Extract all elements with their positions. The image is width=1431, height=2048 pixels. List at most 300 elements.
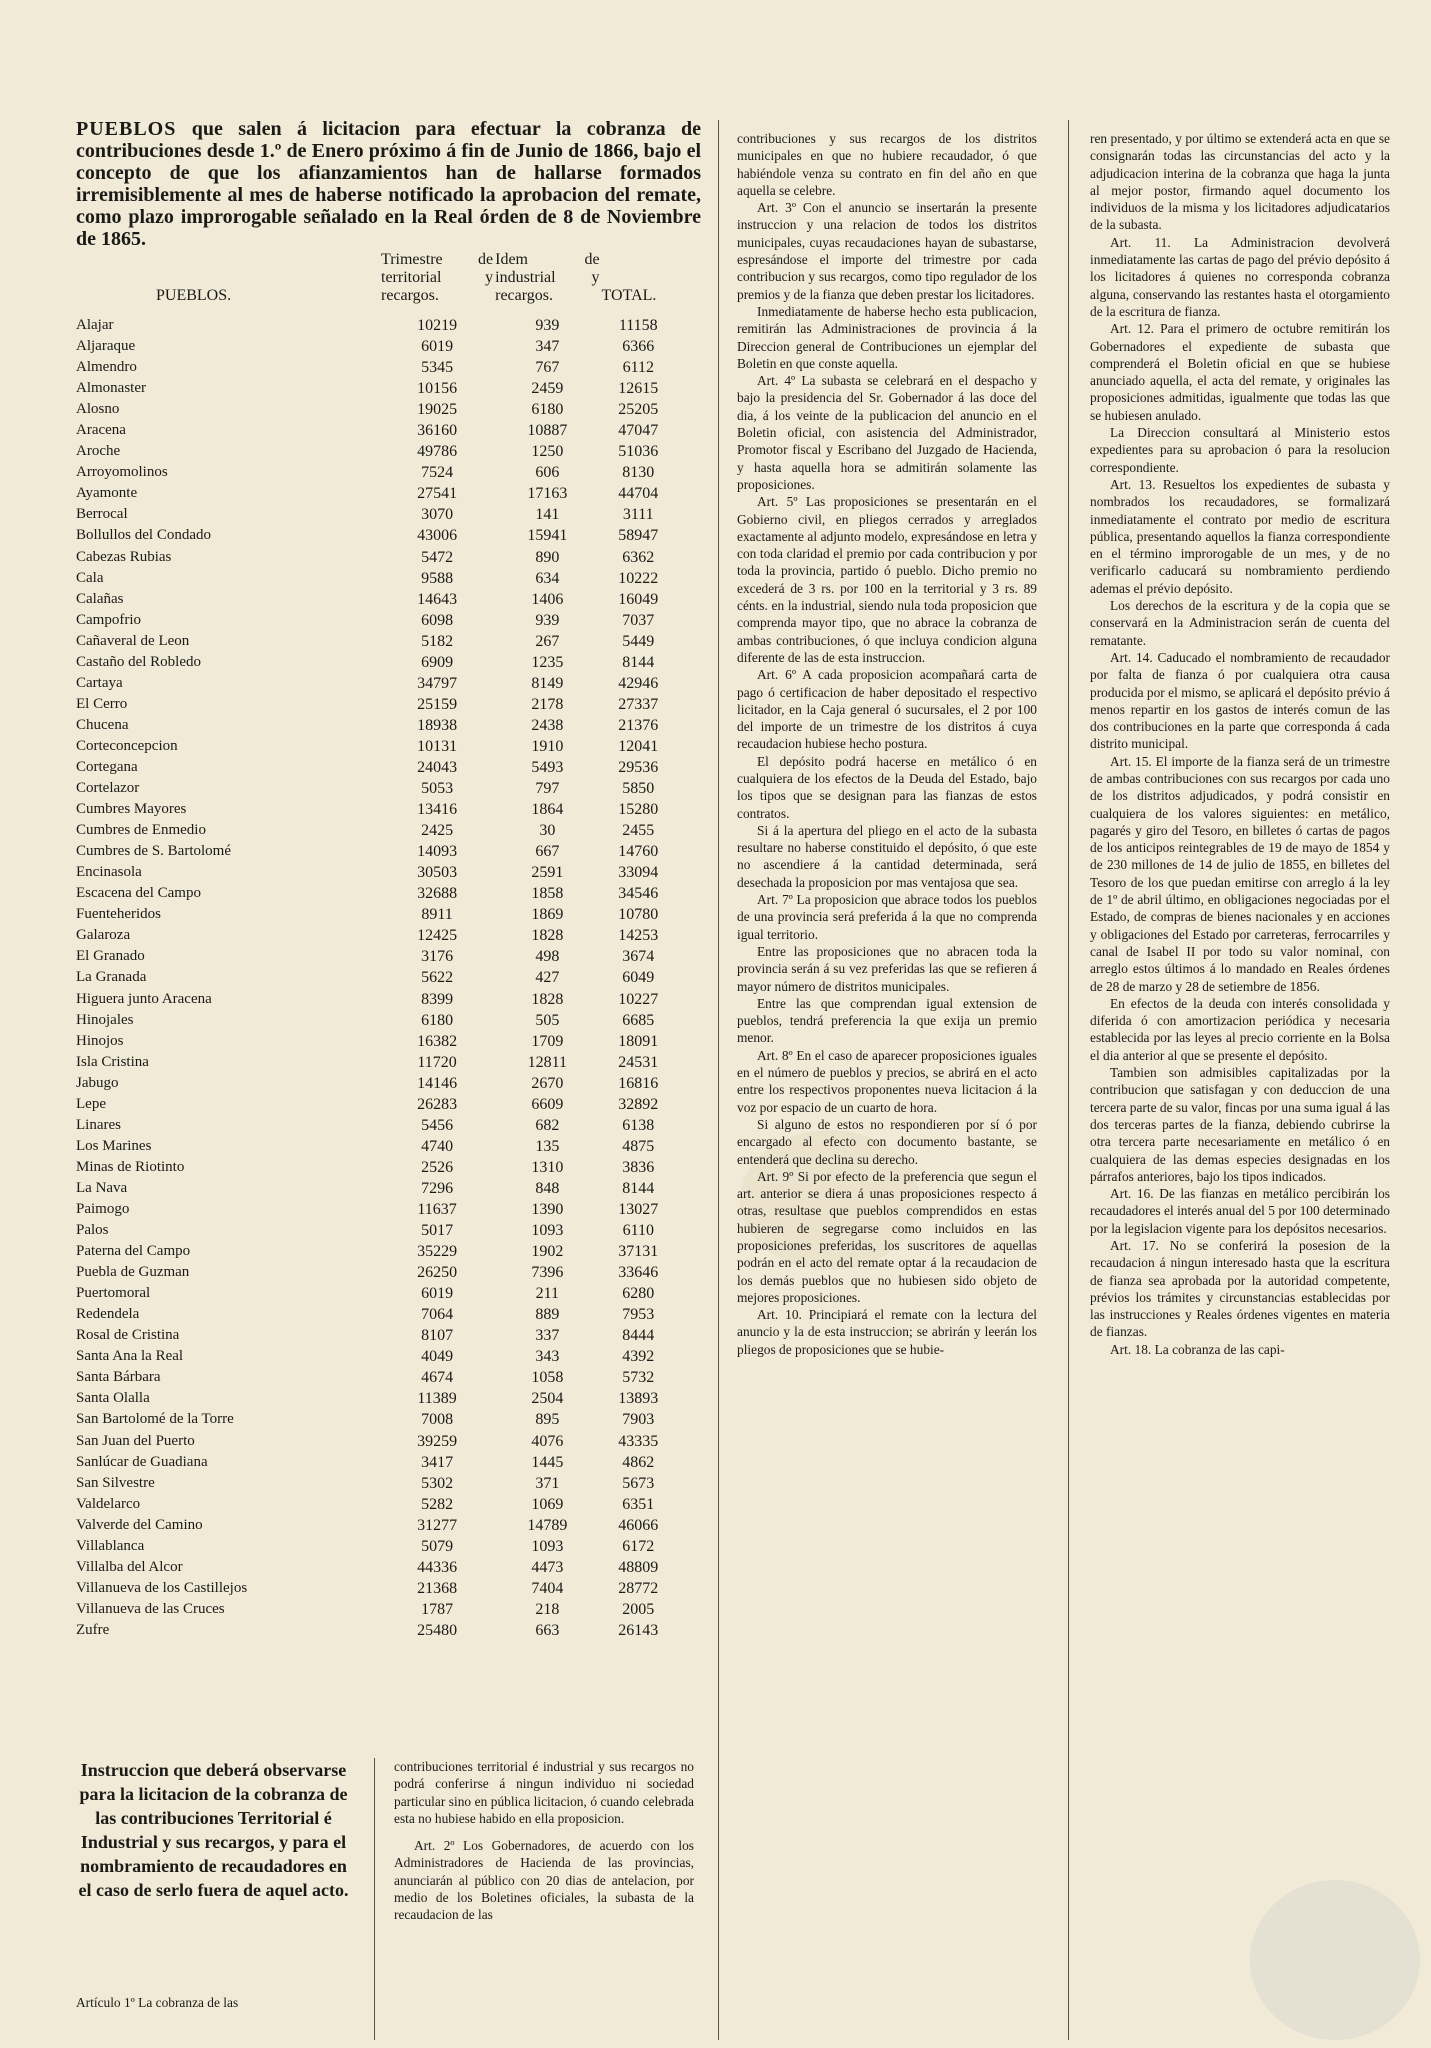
territorial-value: 26283 xyxy=(417,1095,458,1113)
town-name: Sanlúcar de Guadiana xyxy=(76,1453,208,1470)
territorial-value: 35229 xyxy=(417,1243,458,1261)
table-row xyxy=(76,757,676,778)
territorial-value: 6019 xyxy=(421,1285,454,1303)
table-row xyxy=(76,357,676,378)
total-value: 16049 xyxy=(618,590,659,608)
total-value: 6138 xyxy=(622,1116,655,1134)
town-name: El Granado xyxy=(76,948,145,965)
table-row xyxy=(76,1136,676,1157)
territorial-value: 19025 xyxy=(417,401,458,419)
territorial-value: 13416 xyxy=(417,801,458,819)
industrial-value: 267 xyxy=(535,632,560,650)
industrial-value: 17163 xyxy=(527,485,568,503)
town-name: Valdelarco xyxy=(76,1495,141,1512)
territorial-value: 25480 xyxy=(417,1621,458,1639)
town-name: Puebla de Guzman xyxy=(76,1264,190,1281)
industrial-value: 6609 xyxy=(531,1095,564,1113)
industrial-value: 343 xyxy=(535,1348,560,1366)
territorial-value: 11720 xyxy=(417,1053,457,1071)
total-value: 6362 xyxy=(622,548,655,566)
heading-lead: PUEBLOS xyxy=(76,118,177,140)
town-name: Zufre xyxy=(76,1621,110,1638)
industrial-value: 1093 xyxy=(531,1222,564,1240)
total-value: 32892 xyxy=(618,1095,659,1113)
town-name: Palos xyxy=(76,1222,109,1239)
table-row xyxy=(76,589,676,610)
territorial-value: 21368 xyxy=(417,1579,458,1597)
territorial-value: 43006 xyxy=(417,527,458,545)
territorial-value: 3417 xyxy=(421,1453,454,1471)
table-row xyxy=(76,1536,676,1557)
town-name: Puertomoral xyxy=(76,1285,151,1302)
towns-table-body xyxy=(76,315,676,1641)
header-total: TOTAL. xyxy=(601,287,657,304)
total-value: 26143 xyxy=(618,1621,659,1639)
town-name: La Nava xyxy=(76,1179,128,1196)
towns-heading xyxy=(76,118,701,250)
industrial-value: 347 xyxy=(535,338,560,356)
table-row xyxy=(76,862,676,883)
territorial-value: 14093 xyxy=(417,843,458,861)
town-name: El Cerro xyxy=(76,695,128,712)
paragraph: Si alguno de estos no respondieren por sí ó por encargado al efecto con documento bastante, se entenderá que declina su derecho. xyxy=(737,1116,1037,1167)
town-name: Santa Bárbara xyxy=(76,1369,161,1386)
industrial-value: 10887 xyxy=(527,422,568,440)
town-name: Hinojos xyxy=(76,1032,124,1049)
total-value: 4862 xyxy=(622,1453,655,1471)
town-name: San Bartolomé de la Torre xyxy=(76,1411,234,1428)
total-value: 8130 xyxy=(622,464,655,482)
industrial-value: 663 xyxy=(535,1621,560,1639)
territorial-value: 5622 xyxy=(421,969,454,987)
territorial-value: 31277 xyxy=(417,1516,458,1534)
total-value: 4392 xyxy=(622,1348,655,1366)
industrial-value: 1069 xyxy=(531,1495,564,1513)
total-value: 29536 xyxy=(618,759,659,776)
total-value: 7903 xyxy=(622,1411,655,1429)
table-row xyxy=(76,1494,676,1515)
table-row xyxy=(76,799,676,820)
total-value: 47047 xyxy=(618,422,659,440)
table-row xyxy=(76,1409,676,1430)
industrial-value: 1390 xyxy=(531,1200,564,1218)
territorial-value: 25159 xyxy=(417,695,458,713)
table-row xyxy=(76,673,676,694)
total-value: 48809 xyxy=(618,1558,659,1576)
total-value: 13893 xyxy=(618,1390,659,1408)
paragraph: Art. 18. La cobranza de las capi- xyxy=(1110,1341,1285,1357)
table-row xyxy=(76,1157,676,1178)
total-value: 44704 xyxy=(618,485,659,503)
table-row xyxy=(76,1178,676,1199)
table-row xyxy=(76,1199,676,1220)
town-name: Villalba del Alcor xyxy=(76,1558,183,1575)
territorial-value: 6019 xyxy=(421,338,454,356)
territorial-value: 24043 xyxy=(417,759,458,776)
paragraph: ren presentado, y por último se extenderá acta en que se consignarán todas las circunstancias del acto y la adjudicacion interina de la cobranza que haga la junta al mejor postor, firmando aquel documento los individuos de la misma y los licitadores adjudicatarios de la subasta. xyxy=(1090,131,1390,233)
paragraph: Art. 4º La subasta se celebrará en el despacho y bajo la presidencia del Sr. Gobernador á las doce del dia, á los veinte de la publicacion del anuncio en el Boletin oficial, con asistencia del Administrador, Promotor fiscal y Escribano del Juzgado de Hacienda, y hasta aquella hora se admitirán solamente las proposiciones. xyxy=(737,373,1037,492)
total-value: 34546 xyxy=(618,885,659,903)
paragraph: Art. 6º A cada proposicion acompañará carta de pago ó certificacion de haber depositado el respectivo licitador, en la Caja general ó sucursales, el 2 por 100 del importe de un trimestre de los distritos á cuya recaudacion hubiese hecho postura. xyxy=(737,667,1037,752)
table-row xyxy=(76,1599,676,1620)
total-value: 18091 xyxy=(618,1032,659,1050)
total-value: 28772 xyxy=(618,1579,659,1597)
paragraph: Si á la apertura del pliego en el acto de la subasta resultare no haberse constituido el depósito, ó que este no ascendiere á la cantidad determinada, será desechada la proposicion por mas ventajosa que sea. xyxy=(737,822,1037,890)
industrial-value: 371 xyxy=(535,1474,560,1492)
total-value: 6172 xyxy=(622,1537,655,1555)
paragraph: Art. 15. El importe de la fianza será de un trimestre de ambas contribuciones con sus recargos por cada uno de los distritos adjudicados, y podrá consistir en cualquiera de los valores siguientes: en metálico, pagarés y giro del Tesoro, en billetes ó cartas de pagos de los anticipos reintegrables de 19 de mayo de 1854 y de 230 millones de 14 de julio de 1855, en billetes del Tesoro de los que puedan emitirse con arreglo á la ley de 1º de abril último, en obligaciones negociadas por el Estado, de compras de bienes nacionales y en acciones y obligaciones del Estado por carreteras, ferrocarriles y canal de Isabel II por todo su valor nominal, con arreglo estos últimos á lo mandado en Reales órdenes de 28 de marzo y 28 de setiembre de 1856. xyxy=(1090,753,1390,994)
column-divider xyxy=(718,120,719,2040)
total-value: 10780 xyxy=(618,906,659,924)
total-value: 51036 xyxy=(618,443,659,461)
territorial-value: 36160 xyxy=(417,422,458,440)
town-name: Santa Olalla xyxy=(76,1390,150,1407)
territorial-value: 39259 xyxy=(417,1432,458,1450)
territorial-value: 5282 xyxy=(421,1495,454,1513)
territorial-value: 7064 xyxy=(421,1306,454,1324)
table-row xyxy=(76,441,676,462)
territorial-value: 4674 xyxy=(421,1369,454,1387)
industrial-value: 2178 xyxy=(531,695,564,713)
town-name: Isla Cristina xyxy=(76,1053,149,1070)
territorial-value: 6098 xyxy=(421,611,454,629)
industrial-value: 1858 xyxy=(531,885,564,903)
total-value: 3836 xyxy=(622,1158,655,1176)
paragraph: Art. 17. No se conferirá la posesion de la recaudacion á ningun interesado hasta que la escritura de fianza sea aprobada por la autoridad competente, prévios los trámites y circunstancias establecidas por las instrucciones y Reales órdenes vigentes en materia de fianzas. xyxy=(1090,1238,1390,1340)
territorial-value: 9588 xyxy=(421,569,454,587)
industrial-value: 141 xyxy=(535,506,560,524)
table-row xyxy=(76,336,676,357)
town-name: Santa Ana la Real xyxy=(76,1348,184,1365)
territorial-value: 3070 xyxy=(421,506,454,524)
table-row xyxy=(76,883,676,904)
territorial-value: 14146 xyxy=(417,1074,458,1092)
territorial-value: 5302 xyxy=(421,1474,454,1492)
towns-section xyxy=(76,118,701,1641)
town-name: Villanueva de los Castillejos xyxy=(76,1579,248,1596)
table-row xyxy=(76,1578,676,1599)
paragraph: En efectos de la deuda con interés consolidada y diferida ó con amortizacion periódica y necesaria establecida por las leyes al precio corriente en la Bolsa el dia anterior al que se presente el depósito. xyxy=(1090,995,1390,1063)
total-value: 43335 xyxy=(618,1432,659,1450)
table-row xyxy=(76,989,676,1010)
territorial-value: 34797 xyxy=(417,674,458,692)
town-name: Villanueva de las Cruces xyxy=(76,1600,225,1617)
column-divider xyxy=(1068,120,1069,2040)
territorial-value: 5472 xyxy=(421,548,454,566)
total-value: 2455 xyxy=(622,822,655,840)
territorial-value: 8911 xyxy=(421,906,453,924)
territorial-value: 49786 xyxy=(417,443,458,461)
industrial-value: 8149 xyxy=(531,674,564,692)
paragraph: Art. 3º Con el anuncio se insertarán la presente instruccion y una relacion de todos los distritos municipales, cuyas recaudaciones hayan de subastarse, espresándose el importe del trimestre por cada contribucion y sus recargos, como tipo regulador de los premios y de la fianza que deben prestar los licitadores. xyxy=(737,200,1037,302)
territorial-value: 27541 xyxy=(417,485,458,503)
town-name: Jabugo xyxy=(76,1074,119,1091)
table-row xyxy=(76,631,676,652)
table-row xyxy=(76,904,676,925)
total-value: 8144 xyxy=(622,1179,655,1197)
industrial-value: 7404 xyxy=(531,1579,564,1597)
paragraph: Art. 8º En el caso de aparecer proposiciones iguales en el número de pueblos y precios, se abrirá en el acto entre los respectivos proponentes nueva licitacion á la voz por espacio de un cuarto de hora. xyxy=(737,1047,1037,1115)
paragraph: Art. 9º Si por efecto de la preferencia que segun el art. anterior se diera á unas proposiciones respecto á otras, resultase que pueblos comprendidos en estas hubieren de segregarse como incluidos en las proposiciones preferidas, los suscritores de aquellas podrán en el acto del remate optar á la recaudacion de los demás pueblos que no hubiesen sido objeto de mejores proposiciones. xyxy=(737,1168,1037,1305)
industrial-value: 4473 xyxy=(531,1558,564,1576)
industrial-value: 6180 xyxy=(531,401,564,419)
territorial-value: 5456 xyxy=(421,1116,454,1134)
town-name: Cortegana xyxy=(76,759,138,775)
paragraph: Inmediatamente de haberse hecho esta publicacion, remitirán las Administraciones de provincia á la Direccion general de Contribuciones un ejemplar del Boletin en que conste aquella. xyxy=(737,303,1037,371)
total-value: 6110 xyxy=(622,1222,654,1240)
total-value: 6366 xyxy=(622,338,655,356)
paragraph: contribuciones y sus recargos de los distritos municipales en que no hubiere recaudador, ó que habiéndole venza su contrato en fin del año en que aquella se celebre. xyxy=(737,131,1037,198)
industrial-value: 1250 xyxy=(531,443,564,461)
table-row xyxy=(76,1346,676,1367)
industrial-value: 939 xyxy=(535,611,560,629)
total-value: 13027 xyxy=(618,1200,659,1218)
territorial-value: 8107 xyxy=(421,1327,454,1345)
paragraph: Art. 10. Principiará el remate con la lectura del anuncio y la de esta instruccion; se abrirán y leerán los pliegos de proposiciones que se hubie- xyxy=(737,1307,1037,1357)
territorial-value: 5345 xyxy=(421,359,454,377)
total-value: 7953 xyxy=(622,1306,655,1324)
territorial-value: 10156 xyxy=(417,380,458,398)
table-row xyxy=(76,841,676,862)
table-row xyxy=(76,399,676,420)
total-value: 11158 xyxy=(618,317,658,335)
table-row xyxy=(76,1262,676,1283)
industrial-value: 218 xyxy=(535,1600,560,1618)
industrial-value: 890 xyxy=(535,548,560,566)
paragraph: El depósito podrá hacerse en metálico ó en cualquiera de los efectos de la Deuda del Estado, bajo los tipos que se designan para las fianzas de estos contratos. xyxy=(737,753,1037,821)
industrial-value: 211 xyxy=(535,1285,560,1303)
industrial-value: 498 xyxy=(535,948,560,966)
territorial-value: 7008 xyxy=(421,1411,454,1429)
industrial-value: 15941 xyxy=(527,527,568,545)
industrial-value: 505 xyxy=(535,1011,560,1029)
table-row xyxy=(76,715,676,736)
table-row xyxy=(76,525,676,546)
total-value: 6685 xyxy=(622,1011,655,1029)
total-value: 3111 xyxy=(622,506,654,524)
industrial-value: 634 xyxy=(535,569,560,587)
industrial-value: 2504 xyxy=(531,1390,564,1408)
town-name: Higuera junto Aracena xyxy=(76,990,212,1007)
table-row xyxy=(76,652,676,673)
total-value: 8444 xyxy=(622,1327,655,1345)
table-row xyxy=(76,820,676,841)
table-row xyxy=(76,420,676,441)
table-row xyxy=(76,610,676,631)
territorial-value: 12425 xyxy=(417,927,458,945)
territorial-value: 5053 xyxy=(421,780,454,798)
table-row xyxy=(76,483,676,504)
town-name: Almonaster xyxy=(76,380,146,397)
table-row xyxy=(76,504,676,525)
town-name: Chucena xyxy=(76,716,129,733)
total-value: 12615 xyxy=(618,380,659,398)
town-name: Valverde del Camino xyxy=(76,1516,203,1533)
total-value: 10222 xyxy=(618,569,659,587)
table-row xyxy=(76,1367,676,1388)
town-name: Lepe xyxy=(76,1095,106,1112)
industrial-value: 135 xyxy=(535,1137,560,1155)
table-row xyxy=(76,1115,676,1136)
industrial-value: 667 xyxy=(535,843,560,861)
total-value: 46066 xyxy=(618,1516,659,1534)
territorial-value: 5182 xyxy=(421,632,454,650)
total-value: 6049 xyxy=(622,969,655,987)
territorial-value: 32688 xyxy=(417,885,458,903)
total-value: 33094 xyxy=(618,864,659,882)
territorial-value: 3176 xyxy=(421,948,454,966)
paragraph: Art. 12. Para el primero de octubre remitirán los Gobernadores el expediente de subasta que comprenderá el Boletin oficial en que se hubiese anunciado aquella, el acta del remate, y originales las proposiciones admitidas, igualmente que todas las que se hubiesen anulado. xyxy=(1090,321,1390,423)
town-name: Alosno xyxy=(76,401,120,418)
middle-column xyxy=(737,130,1037,1358)
table-row xyxy=(76,568,676,589)
industrial-value: 5493 xyxy=(531,759,564,776)
table-row xyxy=(76,462,676,483)
total-value: 2005 xyxy=(622,1600,655,1618)
territorial-value: 5079 xyxy=(421,1537,454,1555)
territorial-value: 4740 xyxy=(421,1137,454,1155)
total-value: 6280 xyxy=(622,1285,655,1303)
table-row xyxy=(76,1620,676,1641)
industrial-value: 1828 xyxy=(531,990,564,1008)
town-name: Almendro xyxy=(76,359,137,376)
paragraph: Los derechos de la escritura y de la copia que se conservará en la Administracion serán de cuenta del rematante. xyxy=(1090,598,1390,648)
table-row xyxy=(76,1094,676,1115)
town-name: Minas de Riotinto xyxy=(76,1158,185,1175)
paragraph: Art. 16. De las fianzas en metálico percibirán los recaudadores el interés anual del 5 por 100 determinado por la legislacion vigente para los depósitos necesarios. xyxy=(1090,1186,1390,1236)
industrial-value: 337 xyxy=(535,1327,560,1345)
instruction-title xyxy=(76,1758,351,1902)
table-row xyxy=(76,378,676,399)
town-name: Redendela xyxy=(76,1306,140,1323)
town-name: Cumbres de S. Bartolomé xyxy=(76,843,231,860)
table-row xyxy=(76,778,676,799)
industrial-value: 7396 xyxy=(531,1264,564,1282)
total-value: 5449 xyxy=(622,632,655,650)
industrial-value: 30 xyxy=(539,822,556,840)
territorial-value: 10131 xyxy=(417,737,458,755)
table-row xyxy=(76,736,676,757)
right-column xyxy=(1090,130,1390,1358)
industrial-value: 797 xyxy=(535,780,560,798)
territorial-value: 18938 xyxy=(417,716,458,734)
instruction-paragraph: contribuciones territorial é industrial y sus recargos no podrá conferirse á ningun individuo ni sociedad particular sino en pública licitacion, ó cuando celebrada esta no hubiese habido en ella proposicion. xyxy=(394,1759,694,1826)
town-name: San Juan del Puerto xyxy=(76,1432,195,1449)
article-1-start: Artículo 1º La cobranza de las xyxy=(76,1995,239,2010)
industrial-value: 1235 xyxy=(531,653,564,671)
industrial-value: 1310 xyxy=(531,1158,564,1176)
table-row xyxy=(76,1515,676,1536)
total-value: 8144 xyxy=(622,653,655,671)
town-name: Cortelazor xyxy=(76,780,140,797)
town-name: San Silvestre xyxy=(76,1474,155,1491)
town-name: Aljaraque xyxy=(76,338,136,355)
territorial-value: 7296 xyxy=(421,1179,454,1197)
industrial-value: 2438 xyxy=(531,716,564,734)
town-name: Hinojales xyxy=(76,1011,134,1028)
industrial-value: 1445 xyxy=(531,1453,564,1471)
total-value: 15280 xyxy=(618,801,659,819)
total-value: 12041 xyxy=(618,737,659,755)
paragraph: Entre las proposiciones que no abracen toda la provincia serán á su vez preferidas las que se refieren á mayor número de distritos municipales. xyxy=(737,943,1037,994)
town-name: La Granada xyxy=(76,969,147,986)
table-row xyxy=(76,1452,676,1473)
town-name: Cumbres de Enmedio xyxy=(76,822,206,839)
column-divider xyxy=(374,1758,375,2040)
territorial-value: 14643 xyxy=(417,590,458,608)
total-value: 14253 xyxy=(618,927,659,945)
total-value: 24531 xyxy=(618,1053,659,1071)
header-territorial: Trimestre de territorial y recargos. xyxy=(381,251,494,304)
paragraph: Art. 11. La Administracion devolverá inmediatamente las cartas de pago del prévio depósito á los licitadores á quienes no corresponda cobranza alguna, conservando las restantes hasta el otorgamiento de la escritura de fianza. xyxy=(1090,234,1390,319)
industrial-value: 427 xyxy=(535,969,560,987)
town-name: Castaño del Robledo xyxy=(76,653,201,670)
industrial-value: 939 xyxy=(535,317,560,335)
table-row xyxy=(76,1557,676,1578)
industrial-value: 12811 xyxy=(527,1053,568,1071)
territorial-value: 30503 xyxy=(417,864,458,882)
total-value: 16816 xyxy=(618,1074,659,1092)
town-name: Alajar xyxy=(76,317,114,334)
instruction-paragraph: Art. 2º Los Gobernadores, de acuerdo con los Administradores de Hacienda de las provincias, anunciarán al público con 20 dias de antelacion, por medio de los Boletines oficiales, la subasta de la recaudacion de las xyxy=(394,1838,694,1923)
table-row xyxy=(76,1388,676,1409)
instruction-body xyxy=(394,1758,694,1924)
table-row xyxy=(76,925,676,946)
town-name: Paterna del Campo xyxy=(76,1243,191,1260)
industrial-value: 1902 xyxy=(531,1243,564,1261)
paragraph: La Direccion consultará al Ministerio estos expedientes para su aprobacion ó para la resolucion correspondiente. xyxy=(1090,425,1390,475)
town-name: Cabezas Rubias xyxy=(76,548,172,565)
table-row xyxy=(76,1241,676,1262)
town-name: Cumbres Mayores xyxy=(76,801,187,818)
towns-table-header xyxy=(76,250,676,315)
town-name: Los Marines xyxy=(76,1137,152,1154)
territorial-value: 2425 xyxy=(421,822,454,840)
total-value: 10227 xyxy=(618,990,659,1008)
table-row xyxy=(76,946,676,967)
territorial-value: 5017 xyxy=(421,1222,454,1240)
town-name: Galaroza xyxy=(76,927,131,944)
territorial-value: 16382 xyxy=(417,1032,458,1050)
table-row xyxy=(76,1010,676,1031)
industrial-value: 2670 xyxy=(531,1074,564,1092)
total-value: 14760 xyxy=(618,843,659,861)
industrial-value: 1093 xyxy=(531,1537,564,1555)
table-row xyxy=(76,1473,676,1494)
industrial-value: 895 xyxy=(535,1411,560,1429)
town-name: Encinasola xyxy=(76,864,142,881)
table-row xyxy=(76,694,676,715)
table-row xyxy=(76,1304,676,1325)
town-name: Arroyomolinos xyxy=(76,464,168,481)
town-name: Escacena del Campo xyxy=(76,885,201,902)
total-value: 3674 xyxy=(622,948,655,966)
town-name: Aracena xyxy=(76,422,126,439)
industrial-value: 682 xyxy=(535,1116,560,1134)
industrial-value: 2591 xyxy=(531,864,564,882)
territorial-value: 26250 xyxy=(417,1264,458,1282)
town-name: Corteconcepcion xyxy=(76,737,178,754)
paragraph: Art. 14. Caducado el nombramiento de recaudador por falta de fianza ó por cualquiera otra causa producida por el mismo, se aplicará el depósito prévio á menos repartir en los gastos de interés comun de las dos contribuciones en la parte que corresponda á cada distrito municipal. xyxy=(1090,649,1390,752)
town-name: Linares xyxy=(76,1116,121,1133)
town-name: Cartaya xyxy=(76,674,123,691)
industrial-value: 1869 xyxy=(531,906,564,924)
town-name: Campofrio xyxy=(76,611,141,628)
town-name: Calañas xyxy=(76,590,124,607)
industrial-value: 889 xyxy=(535,1306,560,1324)
town-name: Aroche xyxy=(76,443,121,460)
total-value: 33646 xyxy=(618,1264,659,1282)
